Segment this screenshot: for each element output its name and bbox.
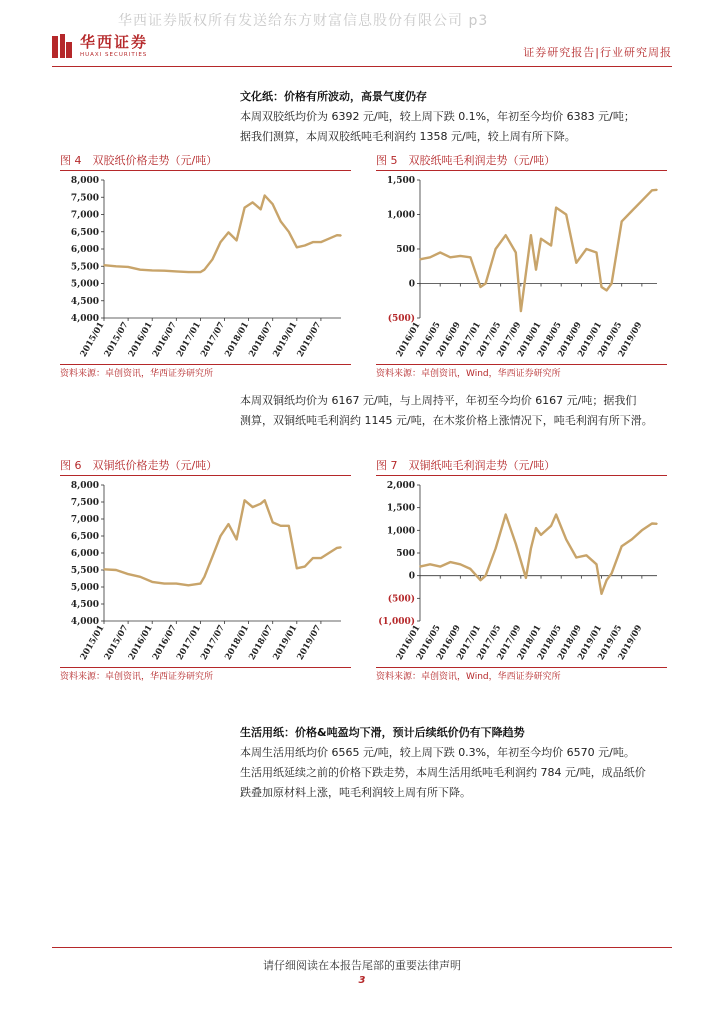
data-point <box>312 557 314 559</box>
x-tick-label: 2017/09 <box>495 623 524 662</box>
data-point <box>280 221 282 223</box>
data-point <box>264 195 266 197</box>
x-tick-label: 2018/07 <box>247 320 276 359</box>
data-point <box>611 283 613 285</box>
data-point <box>228 232 230 234</box>
x-tick-label: 2018/01 <box>223 320 252 359</box>
y-tick-label: 1,500 <box>386 176 415 186</box>
data-point <box>340 235 342 237</box>
y-tick-label: 6,000 <box>70 549 99 559</box>
y-tick-label: 5,500 <box>70 262 99 273</box>
footer-divider <box>52 947 672 948</box>
x-tick-label: 2019/09 <box>616 623 645 662</box>
x-tick-label: 2019/01 <box>271 320 300 359</box>
data-point <box>328 552 330 554</box>
data-point <box>296 246 298 248</box>
x-tick-label: 2018/01 <box>515 320 544 359</box>
x-tick-label: 2017/01 <box>175 320 204 359</box>
data-point <box>220 241 222 243</box>
x-tick-label: 2018/01 <box>223 623 252 662</box>
x-tick-label: 2015/01 <box>78 623 107 662</box>
y-tick-label: 7,500 <box>70 193 99 204</box>
data-point <box>176 271 178 273</box>
data-point <box>304 566 306 568</box>
data-point <box>252 506 254 508</box>
data-point <box>586 554 588 556</box>
y-tick-label: 0 <box>408 571 415 582</box>
data-point <box>535 269 537 271</box>
x-tick-label: 2017/01 <box>455 623 484 662</box>
data-point <box>449 561 451 563</box>
data-point <box>260 209 262 211</box>
x-tick-label: 2016/01 <box>126 320 155 359</box>
data-point <box>641 530 643 532</box>
paragraph-line: 跌叠加原材料上涨，吨毛利润较上周有所下降。 <box>240 786 471 799</box>
report-type: 证券研究报告|行业研究周报 <box>523 46 672 59</box>
y-tick-label: (1,000) <box>378 617 415 627</box>
figure-source: 资料来源：卓创资讯，Wind，华西证券研究所 <box>376 672 561 682</box>
x-tick-label: 2019/07 <box>295 320 324 359</box>
x-tick-label: 2019/01 <box>576 320 605 359</box>
y-tick-label: 2,000 <box>386 481 415 491</box>
data-point <box>252 202 254 204</box>
y-tick-label: 4,000 <box>70 617 99 627</box>
chart-fig6 <box>60 477 351 667</box>
data-point <box>260 503 262 505</box>
data-point <box>470 568 472 570</box>
data-point <box>320 241 322 243</box>
y-tick-label: 500 <box>396 549 415 559</box>
data-point <box>115 265 117 267</box>
y-tick-label: (500) <box>387 314 415 324</box>
y-tick-label: 1,500 <box>386 503 415 514</box>
x-tick-label: 2015/01 <box>78 320 107 359</box>
x-tick-label: 2017/01 <box>455 320 484 359</box>
data-point <box>535 527 537 529</box>
data-point <box>103 569 105 571</box>
series-line <box>420 190 657 311</box>
data-point <box>576 262 578 264</box>
data-point <box>525 577 527 579</box>
figure-divider <box>376 364 667 365</box>
x-tick-label: 2017/05 <box>475 623 504 662</box>
y-tick-label: 5,000 <box>70 583 99 593</box>
figure-source: 资料来源：卓创资讯，Wind，华西证券研究所 <box>376 369 561 379</box>
x-tick-label: 2016/05 <box>414 320 443 359</box>
x-tick-label: 2019/01 <box>576 623 605 662</box>
x-tick-label: 2017/05 <box>475 320 504 359</box>
data-point <box>550 525 552 527</box>
data-point <box>115 569 117 571</box>
figure-title: 图 5 双胶纸吨毛利润走势（元/吨） <box>376 154 556 167</box>
paragraph-line: 生活用纸延续之前的价格下跌走势，本周生活用纸吨毛利润约 784 元/吨，成品纸价 <box>240 766 646 779</box>
data-point <box>631 539 633 541</box>
x-tick-label: 2018/01 <box>515 623 544 662</box>
data-point <box>200 271 202 273</box>
data-point <box>606 290 608 292</box>
data-point <box>139 269 141 271</box>
y-tick-label: 7,000 <box>70 210 99 221</box>
data-point <box>200 583 202 585</box>
chart-fig7 <box>376 477 667 667</box>
paragraph-line: 本周生活用纸均价 6565 元/吨，较上周下跌 0.3%，年初至今均价 6570 元/吨。 <box>240 746 635 759</box>
data-point <box>485 283 487 285</box>
data-point <box>151 270 153 272</box>
data-point <box>480 286 482 288</box>
data-point <box>139 576 141 578</box>
x-tick-label: 2017/01 <box>175 623 204 662</box>
logo-english: HUAXI SECURITIES <box>80 52 148 58</box>
x-tick-label: 2017/07 <box>199 623 228 662</box>
data-point <box>555 207 557 209</box>
x-tick-label: 2016/07 <box>150 320 179 359</box>
data-point <box>127 266 129 268</box>
data-point <box>328 238 330 240</box>
chart-fig4 <box>60 172 351 364</box>
y-tick-label: 8,000 <box>70 176 99 186</box>
x-tick-label: 2018/09 <box>556 320 584 359</box>
figure-divider <box>60 667 351 668</box>
y-tick-label: 7,000 <box>70 515 99 525</box>
y-tick-label: 5,000 <box>70 279 99 290</box>
x-tick-label: 2016/07 <box>150 623 179 662</box>
data-point <box>449 256 451 258</box>
data-point <box>460 255 462 257</box>
figure-divider <box>60 170 351 171</box>
figure-title: 图 7 双铜纸吨毛利润走势（元/吨） <box>376 459 556 472</box>
x-tick-label: 2016/01 <box>126 623 155 662</box>
header-divider <box>52 66 672 67</box>
data-point <box>429 256 431 258</box>
y-tick-label: 6,500 <box>70 532 99 542</box>
x-tick-label: 2015/07 <box>102 320 131 359</box>
x-tick-label: 2019/01 <box>271 623 300 662</box>
y-tick-label: 6,500 <box>70 227 99 238</box>
y-tick-label: 0 <box>408 279 415 290</box>
x-tick-label: 2017/07 <box>199 320 228 359</box>
data-point <box>565 539 567 541</box>
data-point <box>601 593 603 595</box>
chart-fig5 <box>376 172 667 364</box>
data-point <box>280 525 282 527</box>
data-point <box>264 500 266 502</box>
y-tick-label: 4,500 <box>70 296 99 307</box>
x-tick-label: 2019/07 <box>295 623 324 662</box>
data-point <box>272 203 274 205</box>
data-point <box>151 581 153 583</box>
figure-source: 资料来源：卓创资讯，华西证券研究所 <box>60 369 214 379</box>
data-point <box>204 576 206 578</box>
data-point <box>505 514 507 516</box>
data-point <box>320 557 322 559</box>
data-point <box>596 564 598 566</box>
data-point <box>419 259 421 261</box>
x-tick-label: 2016/01 <box>394 623 423 662</box>
data-point <box>188 585 190 587</box>
data-point <box>103 264 105 266</box>
x-tick-label: 2018/09 <box>556 623 584 662</box>
data-point <box>228 523 230 525</box>
data-point <box>236 240 238 242</box>
data-point <box>244 500 246 502</box>
x-tick-label: 2019/05 <box>596 320 625 359</box>
data-point <box>611 573 613 575</box>
data-point <box>515 252 517 254</box>
data-point <box>550 245 552 247</box>
figure-title: 图 4 双胶纸价格走势（元/吨） <box>60 154 218 167</box>
figure-divider <box>376 667 667 668</box>
data-point <box>515 543 517 545</box>
data-point <box>596 252 598 254</box>
page-number: 3 <box>358 975 366 986</box>
data-point <box>555 514 557 516</box>
data-point <box>540 534 542 536</box>
series-line <box>104 196 341 273</box>
data-point <box>304 245 306 247</box>
figure-divider <box>376 475 667 476</box>
x-tick-label: 2016/05 <box>414 623 443 662</box>
x-tick-label: 2018/05 <box>535 623 564 662</box>
data-point <box>439 252 441 254</box>
data-point <box>460 564 462 566</box>
data-point <box>621 545 623 547</box>
data-point <box>220 535 222 537</box>
figure-divider <box>376 170 667 171</box>
data-point <box>212 556 214 558</box>
y-tick-label: 7,500 <box>70 498 99 508</box>
data-point <box>429 564 431 566</box>
x-tick-label: 2018/05 <box>535 320 564 359</box>
figure-divider <box>60 475 351 476</box>
data-point <box>480 579 482 581</box>
data-point <box>212 259 214 261</box>
y-tick-label: 4,000 <box>70 314 99 324</box>
series-line <box>104 500 341 585</box>
data-point <box>520 310 522 312</box>
data-point <box>525 272 527 274</box>
x-tick-label: 2019/09 <box>616 320 645 359</box>
y-tick-label: 4,500 <box>70 600 99 610</box>
y-tick-label: 1,000 <box>386 210 415 221</box>
data-point <box>163 270 165 272</box>
data-point <box>565 214 567 216</box>
paragraph-line: 据我们测算，本周双胶纸吨毛利润约 1358 元/吨，较上周有所下降。 <box>240 130 576 143</box>
data-point <box>439 566 441 568</box>
y-tick-label: 6,000 <box>70 245 99 255</box>
data-point <box>485 575 487 577</box>
data-point <box>651 523 653 525</box>
x-tick-label: 2017/09 <box>495 320 524 359</box>
data-point <box>505 234 507 236</box>
data-point <box>631 210 633 212</box>
data-point <box>336 547 338 549</box>
y-tick-label: 8,000 <box>70 481 99 491</box>
x-tick-label: 2016/09 <box>434 320 463 359</box>
logo-icon <box>52 34 72 58</box>
data-point <box>163 583 165 585</box>
data-point <box>188 271 190 273</box>
data-point <box>540 238 542 240</box>
data-point <box>621 221 623 223</box>
data-point <box>236 539 238 541</box>
paragraph-line: 本周双铜纸均价为 6167 元/吨，与上周持平，年初至今均价 6167 元/吨；据我们 <box>240 394 637 407</box>
x-tick-label: 2018/07 <box>247 623 276 662</box>
data-point <box>244 207 246 209</box>
y-tick-label: 5,500 <box>70 566 99 576</box>
data-point <box>127 573 129 575</box>
data-point <box>495 548 497 550</box>
section-title-culture-paper: 文化纸：价格有所波动，高景气度仍存 <box>240 90 427 103</box>
paragraph-line: 本周双胶纸均价为 6392 元/吨，较上周下跌 0.1%，年初至今均价 6383 元/吨； <box>240 110 635 123</box>
data-point <box>288 525 290 527</box>
y-tick-label: 1,000 <box>386 526 415 537</box>
figure-title: 图 6 双铜纸价格走势（元/吨） <box>60 459 218 472</box>
data-point <box>530 548 532 550</box>
x-tick-label: 2016/09 <box>434 623 463 662</box>
data-point <box>272 522 274 524</box>
y-tick-label: (500) <box>387 594 415 605</box>
section-title-household-paper: 生活用纸：价格&吨盈均下滑，预计后续纸价仍有下降趋势 <box>240 726 525 739</box>
data-point <box>606 579 608 581</box>
data-point <box>312 241 314 243</box>
series-line <box>420 515 657 594</box>
x-tick-label: 2016/01 <box>394 320 423 359</box>
data-point <box>576 557 578 559</box>
x-tick-label: 2019/05 <box>596 623 625 662</box>
data-point <box>641 200 643 202</box>
data-point <box>340 547 342 549</box>
data-point <box>495 248 497 250</box>
data-point <box>296 568 298 570</box>
figure-source: 资料来源：卓创资讯，华西证券研究所 <box>60 672 214 682</box>
data-point <box>656 189 658 191</box>
logo-name: 华西证券 <box>80 33 149 51</box>
data-point <box>176 583 178 585</box>
paragraph-line: 测算，双铜纸吨毛利润约 1145 元/吨，在木浆价格上涨情况下，吨毛利润有所下滑。 <box>240 414 653 427</box>
figure-divider <box>60 364 351 365</box>
data-point <box>288 231 290 233</box>
data-point <box>601 286 603 288</box>
data-point <box>651 190 653 192</box>
data-point <box>586 248 588 250</box>
data-point <box>656 523 658 525</box>
data-point <box>530 234 532 236</box>
data-point <box>419 566 421 568</box>
data-point <box>470 256 472 258</box>
watermark-text: 华西证券版权所有发送给东方财富信息股份有限公司 p3 <box>118 13 489 29</box>
data-point <box>204 269 206 271</box>
y-tick-label: 500 <box>396 245 415 255</box>
legal-notice: 请仔细阅读在本报告尾部的重要法律声明 <box>263 959 461 972</box>
x-tick-label: 2015/07 <box>102 623 131 662</box>
data-point <box>336 234 338 236</box>
